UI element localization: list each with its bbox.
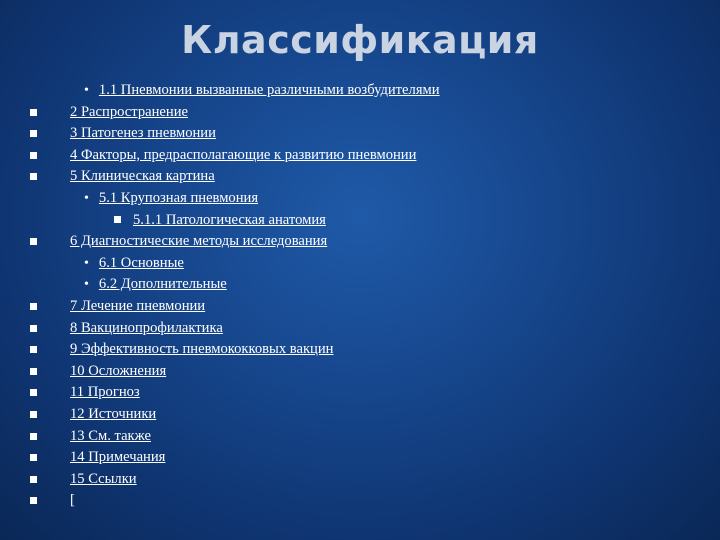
toc-item[interactable]	[0, 145, 416, 166]
toc-link[interactable]: [	[70, 492, 75, 509]
toc-item[interactable]	[84, 80, 440, 101]
square-bullet-icon	[30, 130, 37, 137]
toc-link[interactable]: 6 Диагностические методы исследования	[70, 233, 328, 250]
round-bullet-icon: •	[84, 83, 89, 98]
square-bullet-icon	[30, 325, 37, 332]
toc-item[interactable]	[0, 339, 333, 360]
toc-link[interactable]: 11 Прогноз	[70, 384, 140, 401]
toc-item[interactable]	[0, 361, 166, 382]
toc-link[interactable]: 2 Распространение	[70, 103, 188, 120]
square-bullet-icon	[30, 497, 37, 504]
toc-item[interactable]	[114, 210, 326, 231]
toc-item[interactable]	[0, 166, 215, 187]
toc-link[interactable]: 6.1 Основные	[98, 254, 184, 271]
toc-item[interactable]	[0, 469, 137, 490]
toc-link[interactable]: 5 Клиническая картина	[70, 168, 215, 185]
toc-item[interactable]	[0, 382, 140, 403]
toc-item[interactable]	[0, 123, 216, 144]
round-bullet-icon: •	[84, 255, 89, 271]
toc-item[interactable]	[0, 490, 75, 511]
toc-link[interactable]: 9 Эффективность пневмококковых вакцин	[70, 341, 334, 358]
toc-link[interactable]: 10 Осложнения	[70, 362, 167, 379]
toc-item[interactable]	[84, 274, 227, 295]
toc-item[interactable]	[0, 426, 151, 447]
toc-item[interactable]	[84, 253, 184, 274]
toc-link[interactable]: 15 Ссылки	[70, 470, 137, 487]
square-bullet-icon	[30, 389, 37, 396]
toc-link[interactable]: 5.1.1 Патологическая анатомия	[133, 211, 326, 228]
square-bullet-icon	[30, 152, 37, 159]
toc-item[interactable]	[0, 318, 223, 339]
toc-link[interactable]: 7 Лечение пневмонии	[70, 298, 206, 314]
square-bullet-icon	[30, 454, 37, 461]
slide-title: Классификация	[181, 18, 539, 62]
square-bullet-icon	[30, 109, 37, 116]
square-bullet-icon	[30, 433, 37, 440]
toc-item[interactable]	[0, 404, 156, 425]
square-bullet-icon	[114, 216, 121, 223]
toc-item[interactable]	[0, 231, 327, 252]
square-bullet-icon	[30, 238, 37, 245]
toc-link[interactable]: 5.1 Крупозная пневмония	[98, 190, 259, 206]
toc-link[interactable]: 13 См. также	[70, 427, 151, 444]
round-bullet-icon: •	[84, 277, 89, 293]
toc-item[interactable]	[84, 188, 258, 209]
toc-link[interactable]: 14 Примечания	[70, 449, 166, 466]
round-bullet-icon: •	[84, 191, 89, 206]
toc-link[interactable]: 1.1 Пневмонии вызванные различными возбудителями	[98, 82, 440, 98]
toc-link[interactable]: 6.2 Дополнительные	[98, 276, 227, 293]
square-bullet-icon	[30, 173, 37, 180]
square-bullet-icon	[30, 368, 37, 375]
square-bullet-icon	[30, 303, 37, 310]
toc-link[interactable]: 3 Патогенез пневмонии	[70, 125, 216, 142]
toc-link[interactable]: 8 Вакцинопрофилактика	[70, 319, 223, 336]
toc-link[interactable]: 12 Источники	[70, 406, 157, 422]
square-bullet-icon	[30, 411, 37, 418]
toc-item[interactable]	[0, 102, 188, 123]
toc-link[interactable]: 4 Факторы, предрасполагающие к развитию пневмонии	[70, 146, 417, 163]
square-bullet-icon	[30, 476, 37, 483]
toc-item[interactable]	[0, 296, 205, 317]
square-bullet-icon	[30, 346, 37, 353]
toc-item[interactable]	[0, 447, 165, 468]
